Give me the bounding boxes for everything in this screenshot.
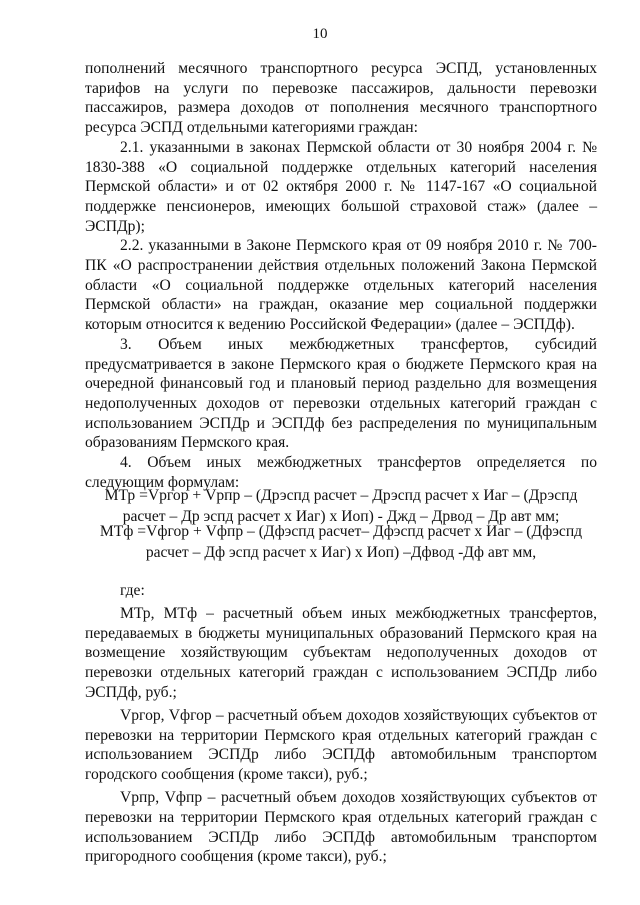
paragraph-2-2: 2.2. указанными в Законе Пермского края от 09 ноября 2010 г. № 700-ПК «О распространении действия отдельных положений Закона Пермской области «О социальной поддержке отдельных категорий населения Пермской области» на граждан, оказание мер социальной поддержки которым относится к ведению Российской Федерации» (далее – ЭСПДф).: [85, 237, 597, 334]
where-label: где:: [120, 582, 145, 599]
definition-mtr-mtf: МТр, МТф – расчетный объем иных межбюджетных трансфертов, передаваемых в бюджеты муниципальных образований Пермского края на возмещение хозяйствующим субъектам недополученных доходов от перевозки отдельных категорий граждан с использованием ЭСПДр либо ЭСПДф, руб.;: [85, 604, 597, 701]
definition-vrpr-vfpr: Vрпр, Vфпр – расчетный объем доходов хозяйствующих субъектов от перевозки на территории Пермского края отдельных категорий граждан с использованием ЭСПДр либо ЭСПДф автомобильным транспортом пригородного сообщения (кроме такси), руб.;: [85, 788, 597, 866]
body-text: [85, 59, 597, 492]
page-number: 10: [312, 26, 328, 42]
formula-mtf: МТф =Vфгор + Vфпр – (Дфэспд расчет– Дфэспд расчет х Иаг – (Дфэспд расчет – Дф эспд расчет х Иаг) х Иоп) –Дфвод -Дф авт мм,: [99, 523, 583, 561]
paragraph-3: 3. Объем иных межбюджетных трансфертов, субсидий предусматривается в законе Пермского края о бюджете Пермского края на очередной финансовый год и плановый период раздельно для возмещения недополученных доходов от перевозки отдельных категорий граждан с использованием ЭСПДр и ЭСПДф без распределения по муниципальным образованиям Пермского края.: [85, 335, 597, 452]
paragraph-2-1: 2.1. указанными в законах Пермской области от 30 ноября 2004 г. № 1830-388 «О социальной поддержке отдельных категорий населения Пермской области» и от 02 октября 2000 г. № 1147-167 «О социальной поддержке пенсионеров, имеющих большой страховой стаж» (далее – ЭСПДр);: [85, 138, 597, 235]
paragraph-4: 4. Объем иных межбюджетных трансфертов определяется по следующим формулам:: [85, 454, 597, 491]
definition-vrgor-vfgor: Vргор, Vфгор – расчетный объем доходов хозяйствующих субъектов от перевозки на территории Пермского края отдельных категорий граждан с использованием ЭСПДр либо ЭСПДф автомобильным транспортом городского сообщения (кроме такси), руб.;: [85, 706, 597, 784]
paragraph-continuation: пополнений месячного транспортного ресурса ЭСПД, установленных тарифов на услуги по перевозке пассажиров, дальности перевозки пассажиров, размера доходов от пополнения месячного транспортного ресурса ЭСПД отдельными категориями граждан:: [85, 60, 597, 137]
definitions: [85, 581, 597, 870]
formula-mtr: МТр =Vргор + Vрпр – (Дрэспд расчет – Дрэспд расчет х Иаг – (Дрэспд расчет – Др эспд расчет х Иаг) х Иоп) - Джд – Дрвод – Др авт мм;: [104, 487, 578, 525]
